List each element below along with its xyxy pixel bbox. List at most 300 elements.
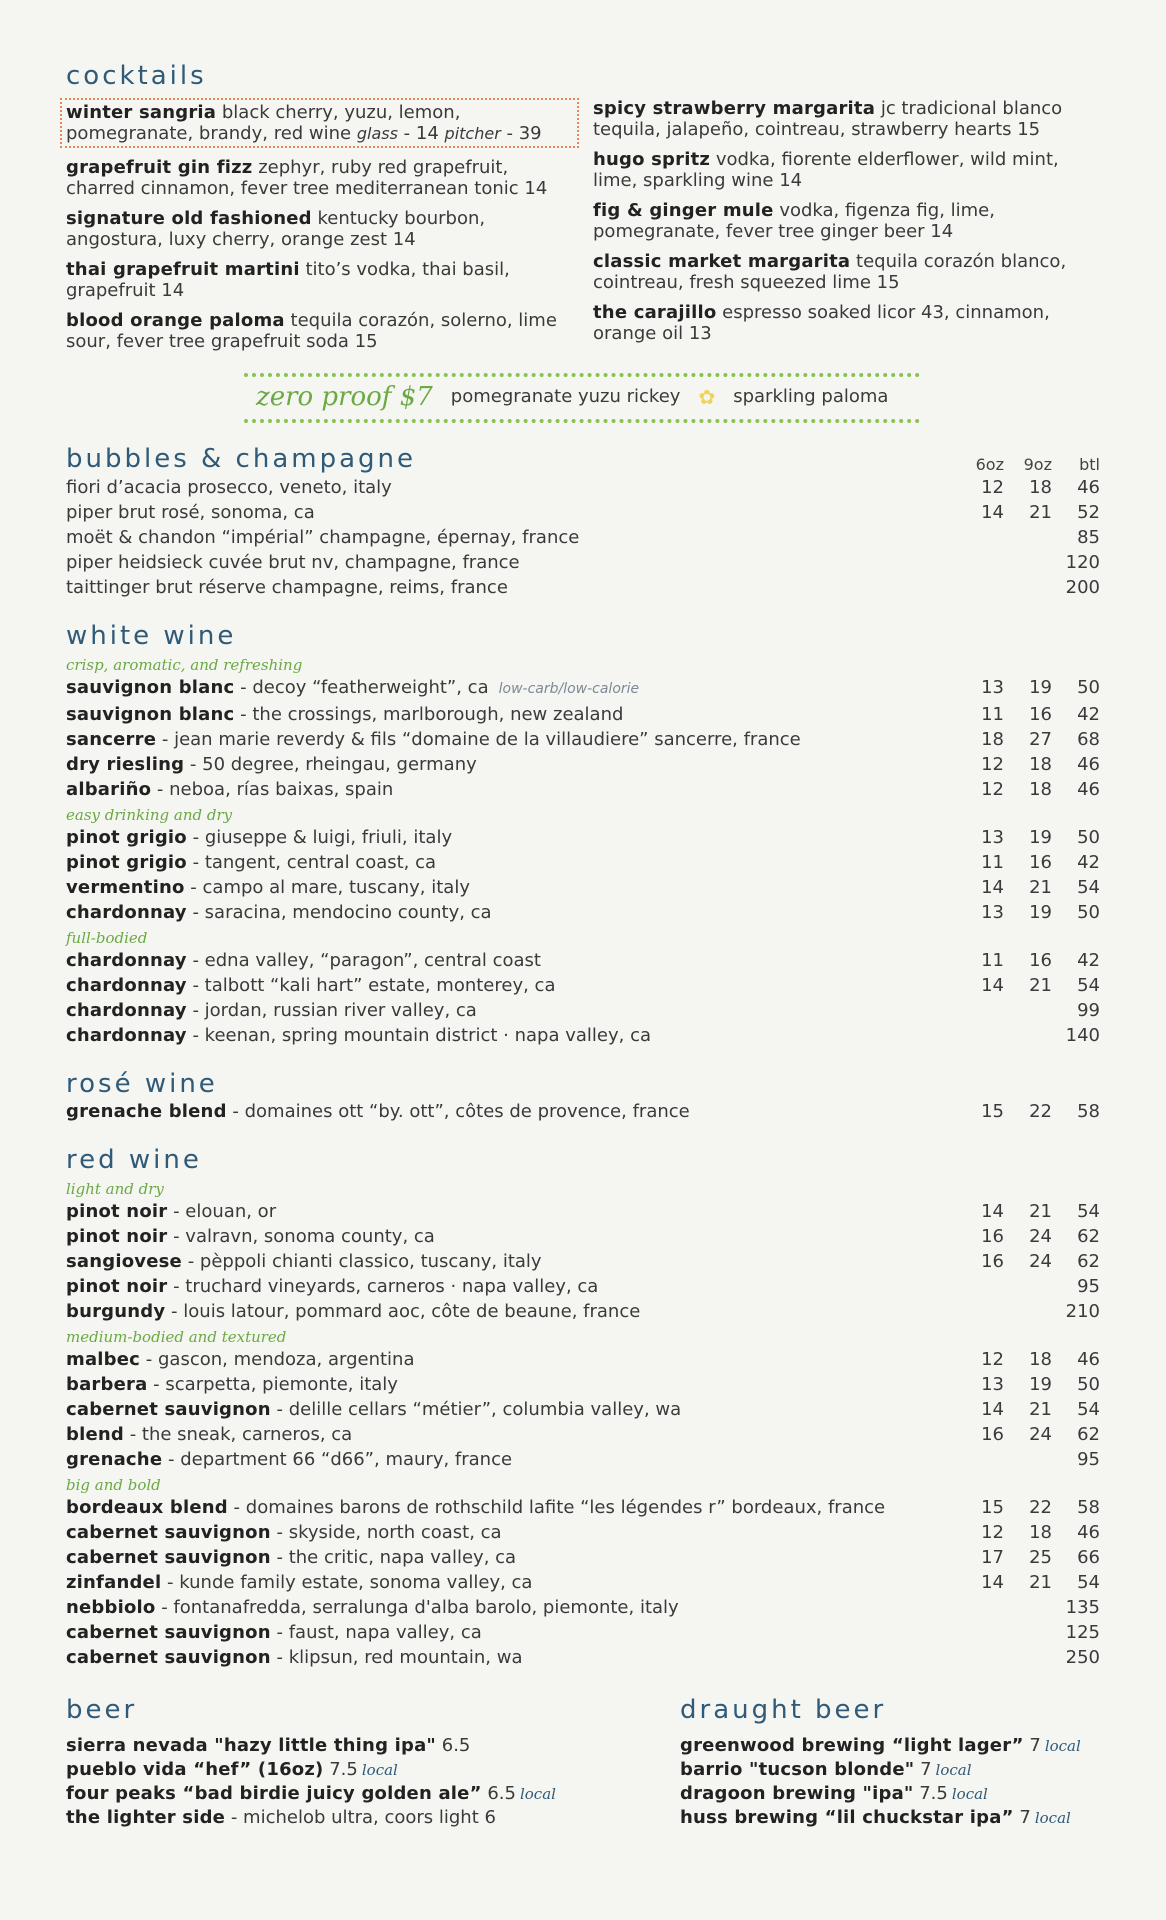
- price-p1: 18: [981, 728, 1004, 750]
- cocktail-name: signature old fashioned: [66, 207, 312, 229]
- varietal: bordeaux blend: [66, 1497, 228, 1519]
- beer-item: [66, 1806, 680, 1830]
- wine-desc: the sneak, carneros, ca: [141, 1424, 353, 1446]
- style-subheading: full-bodied: [66, 928, 148, 947]
- wine-desc: edna valley, “paragon”, central coast: [204, 949, 541, 971]
- wine-name: cabernet sauvignon - skyside, north coast, ca: [66, 1522, 502, 1544]
- wine-row: [66, 1347, 1100, 1372]
- price-p2: 18: [1029, 1349, 1052, 1371]
- varietal: blend: [66, 1424, 124, 1446]
- price-p3: 46: [1077, 1349, 1100, 1371]
- wine-row: [66, 500, 1100, 525]
- varietal: pinot noir: [66, 1226, 168, 1248]
- price-p3: 42: [1077, 851, 1100, 873]
- cocktail-price: 14: [161, 279, 185, 301]
- price-p2: 24: [1029, 1251, 1052, 1273]
- price-p3: 58: [1077, 1497, 1100, 1519]
- wine-name: sancerre - jean marie reverdy & fils “domaine de la villaudiere” sancerre, france: [66, 728, 801, 750]
- wine-row: [66, 998, 1100, 1023]
- price-p2: 24: [1029, 1226, 1052, 1248]
- price-p1: 12: [981, 778, 1004, 800]
- price-p1: [956, 1595, 1004, 1620]
- cocktail-price: 14: [392, 228, 416, 250]
- wine-name: cabernet sauvignon - delille cellars “métier”, columbia valley, wa: [66, 1399, 682, 1421]
- price-p1: 14: [981, 501, 1004, 523]
- beer-name: pueblo vida “hef” (16oz): [66, 1759, 324, 1781]
- wine-name: cabernet sauvignon - the critic, napa valley, ca: [66, 1547, 517, 1569]
- price-p2: 18: [1029, 476, 1052, 498]
- col-6oz: 6oz: [975, 455, 1004, 475]
- price-p3: 62: [1077, 1251, 1100, 1273]
- beer-price: 7: [920, 1759, 932, 1781]
- beer-price: 7: [1019, 1807, 1031, 1829]
- price-p1: [956, 1023, 1004, 1048]
- price-p1: [956, 1645, 1004, 1670]
- price-p2: [1004, 998, 1052, 1023]
- wine-desc: kunde family estate, sonoma valley, ca: [179, 1572, 533, 1594]
- price-p1: 13: [981, 901, 1004, 923]
- price-p1: 17: [981, 1547, 1004, 1569]
- beer-name: barrio "tucson blonde": [680, 1759, 915, 1781]
- wine-desc: gascon, mendoza, argentina: [158, 1349, 415, 1371]
- flower-icon: ✿: [698, 385, 716, 410]
- varietal: sauvignon blanc: [66, 703, 235, 725]
- price-p2: 21: [1029, 876, 1052, 898]
- wine-row: [66, 825, 1100, 850]
- wine-name: malbec - gascon, mendoza, argentina: [66, 1349, 415, 1371]
- cocktail-desc: espresso soaked licor 43, cinnamon, orange oil: [593, 301, 1050, 344]
- price-p2: 27: [1029, 728, 1052, 750]
- wine-desc: valravn, sonoma county, ca: [185, 1226, 435, 1248]
- cocktail-desc: tito’s vodka, thai basil, grapefruit: [66, 258, 510, 301]
- cocktails-list: [66, 98, 1100, 361]
- glass-price: 14: [415, 122, 439, 144]
- cocktail-item: [66, 208, 573, 250]
- beer-item: [66, 1758, 680, 1782]
- beer-item: [66, 1734, 680, 1758]
- cocktail-item: [593, 302, 1100, 344]
- bubbles-heading: bubbles & champagne: [66, 443, 417, 474]
- varietal: burgundy: [66, 1301, 166, 1323]
- wine-name: sangiovese - pèppoli chianti classico, tuscany, italy: [66, 1251, 542, 1273]
- price-p1: [956, 1447, 1004, 1472]
- varietal: pinot grigio: [66, 826, 187, 848]
- price-p1: [956, 998, 1004, 1023]
- beer-name: huss brewing “lil chuckstar ipa”: [680, 1807, 1014, 1829]
- cocktail-price: 14: [930, 220, 954, 242]
- price-p1: 12: [981, 753, 1004, 775]
- price-p3: 54: [1077, 1572, 1100, 1594]
- price-p2: 22: [1029, 1497, 1052, 1519]
- price-p1: 15: [981, 1101, 1004, 1123]
- wine-desc: domaines barons de rothschild lafite “les légendes r” bordeaux, france: [245, 1497, 886, 1519]
- price-p3: 140: [1065, 1024, 1100, 1046]
- zero-proof-label: zero proof $7: [256, 381, 433, 412]
- beer-name: greenwood brewing “light lager”: [680, 1735, 1024, 1757]
- wine-row: [66, 475, 1100, 500]
- cocktail-price: 15: [354, 330, 378, 352]
- price-p2: [1004, 1595, 1052, 1620]
- wine-desc: moët & chandon “impérial” champagne, épernay, france: [66, 526, 580, 548]
- price-p2: 19: [1029, 826, 1052, 848]
- varietal: barbera: [66, 1374, 148, 1396]
- price-p2: [1004, 525, 1052, 550]
- cocktail-name: grapefruit gin fizz: [66, 156, 253, 178]
- cocktail-price: 14: [779, 169, 803, 191]
- wine-desc: neboa, rías baixas, spain: [169, 778, 394, 800]
- wine-name: burgundy - louis latour, pommard aoc, côte de beaune, france: [66, 1301, 641, 1323]
- wine-name: [66, 525, 956, 550]
- local-tag: local: [1044, 1737, 1081, 1756]
- varietal: grenache: [66, 1449, 163, 1471]
- price-p1: 14: [981, 974, 1004, 996]
- varietal: dry riesling: [66, 753, 185, 775]
- price-p1: 14: [981, 1572, 1004, 1594]
- wine-desc: fontanafredda, serralunga d'alba barolo, piemonte, italy: [173, 1597, 679, 1619]
- varietal: sauvignon blanc: [66, 676, 235, 698]
- rose-wine-section: [66, 1070, 1100, 1125]
- cocktail-name: hugo spritz: [593, 148, 711, 170]
- cocktail-item: [593, 200, 1100, 242]
- wine-desc: talbott “kali hart” estate, monterey, ca: [204, 974, 556, 996]
- wine-name: nebbiolo - fontanafredda, serralunga d'alba barolo, piemonte, italy: [66, 1597, 679, 1619]
- price-p3: 54: [1077, 876, 1100, 898]
- zero-proof-item: pomegranate yuzu rickey: [450, 386, 681, 408]
- wine-desc: jean marie reverdy & fils “domaine de la villaudiere” sancerre, france: [174, 728, 801, 750]
- price-p3: 46: [1077, 753, 1100, 775]
- varietal: chardonnay: [66, 901, 187, 923]
- price-p2: [1004, 1447, 1052, 1472]
- price-p2: 16: [1029, 949, 1052, 971]
- beer-name: the lighter side: [66, 1807, 226, 1829]
- price-p2: 21: [1029, 1399, 1052, 1421]
- varietal: chardonnay: [66, 1024, 187, 1046]
- price-p2: [1004, 1299, 1052, 1324]
- cocktail-name: winter sangria: [66, 101, 217, 123]
- style-subheading: medium-bodied and textured: [66, 1328, 287, 1347]
- price-p1: 16: [981, 1251, 1004, 1273]
- price-p1: [956, 1274, 1004, 1299]
- price-p2: 22: [1029, 1101, 1052, 1123]
- wine-desc: piper heidsieck cuvée brut nv, champagne, france: [66, 551, 520, 573]
- wine-desc: scarpetta, piemonte, italy: [165, 1374, 398, 1396]
- wine-row: [66, 1447, 1100, 1472]
- price-p3: 135: [1065, 1597, 1100, 1619]
- price-p3: 66: [1077, 1547, 1100, 1569]
- wine-row: [66, 1299, 1100, 1324]
- wine-desc: 50 degree, rheingau, germany: [202, 753, 477, 775]
- menu-page: [66, 62, 1100, 1830]
- style-subheading: easy drinking and dry: [66, 805, 233, 824]
- wine-desc: pèppoli chianti classico, tuscany, italy: [199, 1251, 542, 1273]
- wine-row: [66, 1645, 1100, 1670]
- varietal: zinfandel: [66, 1572, 162, 1594]
- price-p3: 50: [1077, 901, 1100, 923]
- wine-row: [66, 1397, 1100, 1422]
- price-p3: 68: [1077, 728, 1100, 750]
- varietal: cabernet sauvignon: [66, 1622, 271, 1644]
- cocktail-price: 13: [688, 322, 712, 344]
- wine-row: [66, 1099, 1100, 1124]
- price-p3: 50: [1077, 1374, 1100, 1396]
- cocktail-name: fig & ginger mule: [593, 199, 774, 221]
- price-p3: 250: [1065, 1647, 1100, 1669]
- price-p1: 11: [981, 949, 1004, 971]
- local-tag: local: [1034, 1809, 1071, 1828]
- price-p3: 50: [1077, 676, 1100, 698]
- wine-name: pinot noir - elouan, or: [66, 1201, 277, 1223]
- wine-row: [66, 1620, 1100, 1645]
- wine-name: [66, 575, 956, 600]
- wine-name: bordeaux blend - domaines barons de rothschild lafite “les légendes r” bordeaux, france: [66, 1497, 886, 1519]
- cocktail-item: [593, 149, 1100, 191]
- wine-desc: skyside, north coast, ca: [288, 1522, 502, 1544]
- wine-row: [66, 1023, 1100, 1048]
- price-p2: [1004, 1620, 1052, 1645]
- beer-section: [66, 1696, 1100, 1830]
- cocktail-item: winter sangria black cherry, yuzu, lemon, pomegranate, brandy, red wine glass - 14 pitcher - 39: [60, 98, 579, 148]
- price-p2: [1004, 575, 1052, 600]
- wine-desc: the crossings, marlborough, new zealand: [252, 703, 624, 725]
- varietal: albariño: [66, 778, 152, 800]
- wine-row: [66, 948, 1100, 973]
- style-subheading: light and dry: [66, 1180, 164, 1199]
- beer-item: [680, 1806, 1100, 1830]
- wine-row: [66, 1199, 1100, 1224]
- white-wine-section: [66, 622, 1100, 1048]
- beer-name: four peaks “bad birdie juicy golden ale”: [66, 1783, 482, 1805]
- wine-desc: decoy “featherweight”, ca: [252, 676, 489, 698]
- wine-row: [66, 875, 1100, 900]
- wine-desc: taittinger brut réserve champagne, reims, france: [66, 576, 508, 598]
- price-p3: 85: [1077, 526, 1100, 548]
- price-p2: 21: [1029, 501, 1052, 523]
- wine-row: [66, 1570, 1100, 1595]
- wine-desc: tangent, central coast, ca: [204, 851, 437, 873]
- wine-name: chardonnay - jordan, russian river valley, ca: [66, 999, 477, 1021]
- wine-row: [66, 702, 1100, 727]
- price-p3: 54: [1077, 974, 1100, 996]
- glass-label: glass: [356, 123, 398, 143]
- wine-desc: truchard vineyards, carneros · napa valley, ca: [185, 1276, 599, 1298]
- beer-name: dragoon brewing "ipa": [680, 1783, 914, 1805]
- price-p3: 99: [1077, 999, 1100, 1021]
- price-p1: 14: [981, 876, 1004, 898]
- price-p3: 46: [1077, 778, 1100, 800]
- cocktail-item: [66, 259, 573, 301]
- cocktail-item: [66, 310, 573, 352]
- wine-name: chardonnay - keenan, spring mountain district · napa valley, ca: [66, 1024, 652, 1046]
- price-p1: 11: [981, 851, 1004, 873]
- price-p3: 42: [1077, 703, 1100, 725]
- size-columns-header: [956, 456, 1100, 474]
- wine-row: [66, 675, 1100, 702]
- beer-heading: beer: [66, 1695, 138, 1726]
- wine-name: zinfandel - kunde family estate, sonoma valley, ca: [66, 1572, 533, 1594]
- price-p2: 25: [1029, 1547, 1052, 1569]
- white-wine-heading: white wine: [66, 620, 237, 651]
- local-tag: local: [519, 1785, 556, 1804]
- cocktail-item: [66, 157, 573, 199]
- wine-name: cabernet sauvignon - faust, napa valley, ca: [66, 1622, 482, 1644]
- price-p1: 13: [981, 1374, 1004, 1396]
- bubbles-section: [66, 445, 1100, 600]
- wine-note: low-carb/low-calorie: [498, 680, 640, 697]
- price-p3: 120: [1065, 551, 1100, 573]
- varietal: vermentino: [66, 876, 185, 898]
- style-subheading: crisp, aromatic, and refreshing: [66, 655, 303, 674]
- price-p2: [1004, 1274, 1052, 1299]
- wine-name: dry riesling - 50 degree, rheingau, germany: [66, 753, 477, 775]
- rose-wine-heading: rosé wine: [66, 1068, 218, 1099]
- price-p2: 19: [1029, 901, 1052, 923]
- varietal: chardonnay: [66, 999, 187, 1021]
- price-p1: 15: [981, 1497, 1004, 1519]
- wine-row: [66, 1595, 1100, 1620]
- price-p1: [956, 550, 1004, 575]
- wine-row: [66, 1274, 1100, 1299]
- varietal: cabernet sauvignon: [66, 1399, 271, 1421]
- price-p1: 12: [981, 1522, 1004, 1544]
- price-p2: 21: [1029, 974, 1052, 996]
- varietal: sangiovese: [66, 1251, 182, 1273]
- varietal: chardonnay: [66, 949, 187, 971]
- wine-name: chardonnay - edna valley, “paragon”, central coast: [66, 949, 541, 971]
- price-p2: 21: [1029, 1201, 1052, 1223]
- cocktail-item: [593, 98, 1100, 140]
- price-p3: 54: [1077, 1399, 1100, 1421]
- zero-proof-item: sparkling paloma: [733, 386, 889, 408]
- local-tag: local: [951, 1785, 988, 1804]
- cocktail-name: classic market margarita: [593, 250, 851, 272]
- price-p1: 12: [981, 476, 1004, 498]
- pitcher-label: pitcher: [444, 123, 501, 143]
- wine-desc: elouan, or: [185, 1201, 277, 1223]
- wine-name: grenache - department 66 “d66”, maury, france: [66, 1449, 513, 1471]
- col-btl: btl: [1079, 455, 1100, 475]
- wine-name: grenache blend - domaines ott “by. ott”, côtes de provence, france: [66, 1101, 690, 1123]
- cocktail-price: 15: [876, 271, 900, 293]
- wine-row: [66, 850, 1100, 875]
- price-p3: 125: [1065, 1622, 1100, 1644]
- wine-row: [66, 1545, 1100, 1570]
- wine-name: sauvignon blanc - the crossings, marlborough, new zealand: [66, 703, 624, 725]
- wine-row: [66, 1520, 1100, 1545]
- wine-name: barbera - scarpetta, piemonte, italy: [66, 1374, 398, 1396]
- wine-desc: department 66 “d66”, maury, france: [180, 1449, 513, 1471]
- wine-name: cabernet sauvignon - klipsun, red mountain, wa: [66, 1647, 523, 1669]
- draught-beer-heading: draught beer: [680, 1695, 887, 1726]
- varietal: cabernet sauvignon: [66, 1547, 271, 1569]
- cocktail-price: 15: [1017, 118, 1041, 140]
- wine-desc: campo al mare, tuscany, italy: [202, 876, 470, 898]
- price-p1: [956, 1299, 1004, 1324]
- wine-name: pinot noir - valravn, sonoma county, ca: [66, 1226, 435, 1248]
- beer-price: 7: [1029, 1735, 1041, 1757]
- wine-row: [66, 1372, 1100, 1397]
- local-tag: local: [935, 1761, 972, 1780]
- wine-desc: keenan, spring mountain district · napa valley, ca: [204, 1024, 652, 1046]
- price-p1: 13: [981, 826, 1004, 848]
- price-p3: 46: [1077, 1522, 1100, 1544]
- price-p2: 16: [1029, 851, 1052, 873]
- price-p2: 21: [1029, 1572, 1052, 1594]
- price-p2: 19: [1029, 676, 1052, 698]
- beer-item: [680, 1734, 1100, 1758]
- cocktail-desc: jc tradicional blanco tequila, jalapeño, cointreau, strawberry hearts: [593, 97, 1063, 140]
- wine-name: pinot grigio - tangent, central coast, ca: [66, 851, 437, 873]
- col-9oz: 9oz: [1023, 455, 1052, 475]
- beer-item: [680, 1782, 1100, 1806]
- price-p3: 200: [1065, 576, 1100, 598]
- price-p1: 14: [981, 1399, 1004, 1421]
- price-p3: 95: [1077, 1276, 1100, 1298]
- wine-desc: giuseppe & luigi, friuli, italy: [204, 826, 453, 848]
- wine-desc: the critic, napa valley, ca: [288, 1547, 517, 1569]
- price-p3: 52: [1077, 501, 1100, 523]
- varietal: cabernet sauvignon: [66, 1522, 271, 1544]
- red-wine-section: [66, 1146, 1100, 1670]
- wine-row: [66, 550, 1100, 575]
- cocktail-item: [593, 251, 1100, 293]
- wine-desc: piper brut rosé, sonoma, ca: [66, 501, 315, 523]
- beer-item: [66, 1782, 680, 1806]
- cocktail-name: thai grapefruit martini: [66, 258, 300, 280]
- beer-name: sierra nevada "hazy little thing ipa": [66, 1735, 437, 1757]
- wine-desc: klipsun, red mountain, wa: [288, 1647, 523, 1669]
- wine-desc: domaines ott “by. ott”, côtes de provence, france: [244, 1101, 690, 1123]
- cocktail-price: 14: [524, 177, 548, 199]
- price-p1: 14: [981, 1201, 1004, 1223]
- beer-desc: - michelob ultra, coors light: [230, 1807, 479, 1829]
- price-p2: 19: [1029, 1374, 1052, 1396]
- price-p1: 11: [981, 703, 1004, 725]
- price-p3: 54: [1077, 1201, 1100, 1223]
- wine-name: [66, 550, 956, 575]
- beer-price: 7.5: [329, 1759, 358, 1781]
- varietal: malbec: [66, 1349, 141, 1371]
- beer-price: 6.5: [441, 1735, 471, 1757]
- price-p2: 18: [1029, 778, 1052, 800]
- cocktails-right-column: [593, 98, 1100, 361]
- price-p3: 62: [1077, 1424, 1100, 1446]
- beer-item: [680, 1758, 1100, 1782]
- price-p1: 16: [981, 1226, 1004, 1248]
- cocktail-name: blood orange paloma: [66, 309, 285, 331]
- price-p2: [1004, 1023, 1052, 1048]
- wine-row: [66, 575, 1100, 600]
- varietal: grenache blend: [66, 1101, 227, 1123]
- cocktail-desc: vodka, fiorente elderflower, wild mint, lime, sparkling wine: [593, 148, 1059, 191]
- wine-name: albariño - neboa, rías baixas, spain: [66, 778, 394, 800]
- cocktail-desc: kentucky bourbon, angostura, luxy cherry, orange zest: [66, 207, 486, 250]
- wine-row: [66, 752, 1100, 777]
- cocktail-name: the carajillo: [593, 301, 717, 323]
- varietal: chardonnay: [66, 974, 187, 996]
- varietal: sancerre: [66, 728, 157, 750]
- cocktails-left-column: [66, 98, 573, 361]
- wine-name: blend - the sneak, carneros, ca: [66, 1424, 353, 1446]
- price-p3: 95: [1077, 1449, 1100, 1471]
- style-subheading: big and bold: [66, 1476, 161, 1495]
- varietal: pinot noir: [66, 1276, 168, 1298]
- wine-row: [66, 525, 1100, 550]
- wine-desc: jordan, russian river valley, ca: [204, 999, 477, 1021]
- wine-name: pinot noir - truchard vineyards, carneros · napa valley, ca: [66, 1276, 599, 1298]
- price-p2: 16: [1029, 703, 1052, 725]
- wine-desc: delille cellars “métier”, columbia valley, wa: [288, 1399, 682, 1421]
- wine-row: [66, 900, 1100, 925]
